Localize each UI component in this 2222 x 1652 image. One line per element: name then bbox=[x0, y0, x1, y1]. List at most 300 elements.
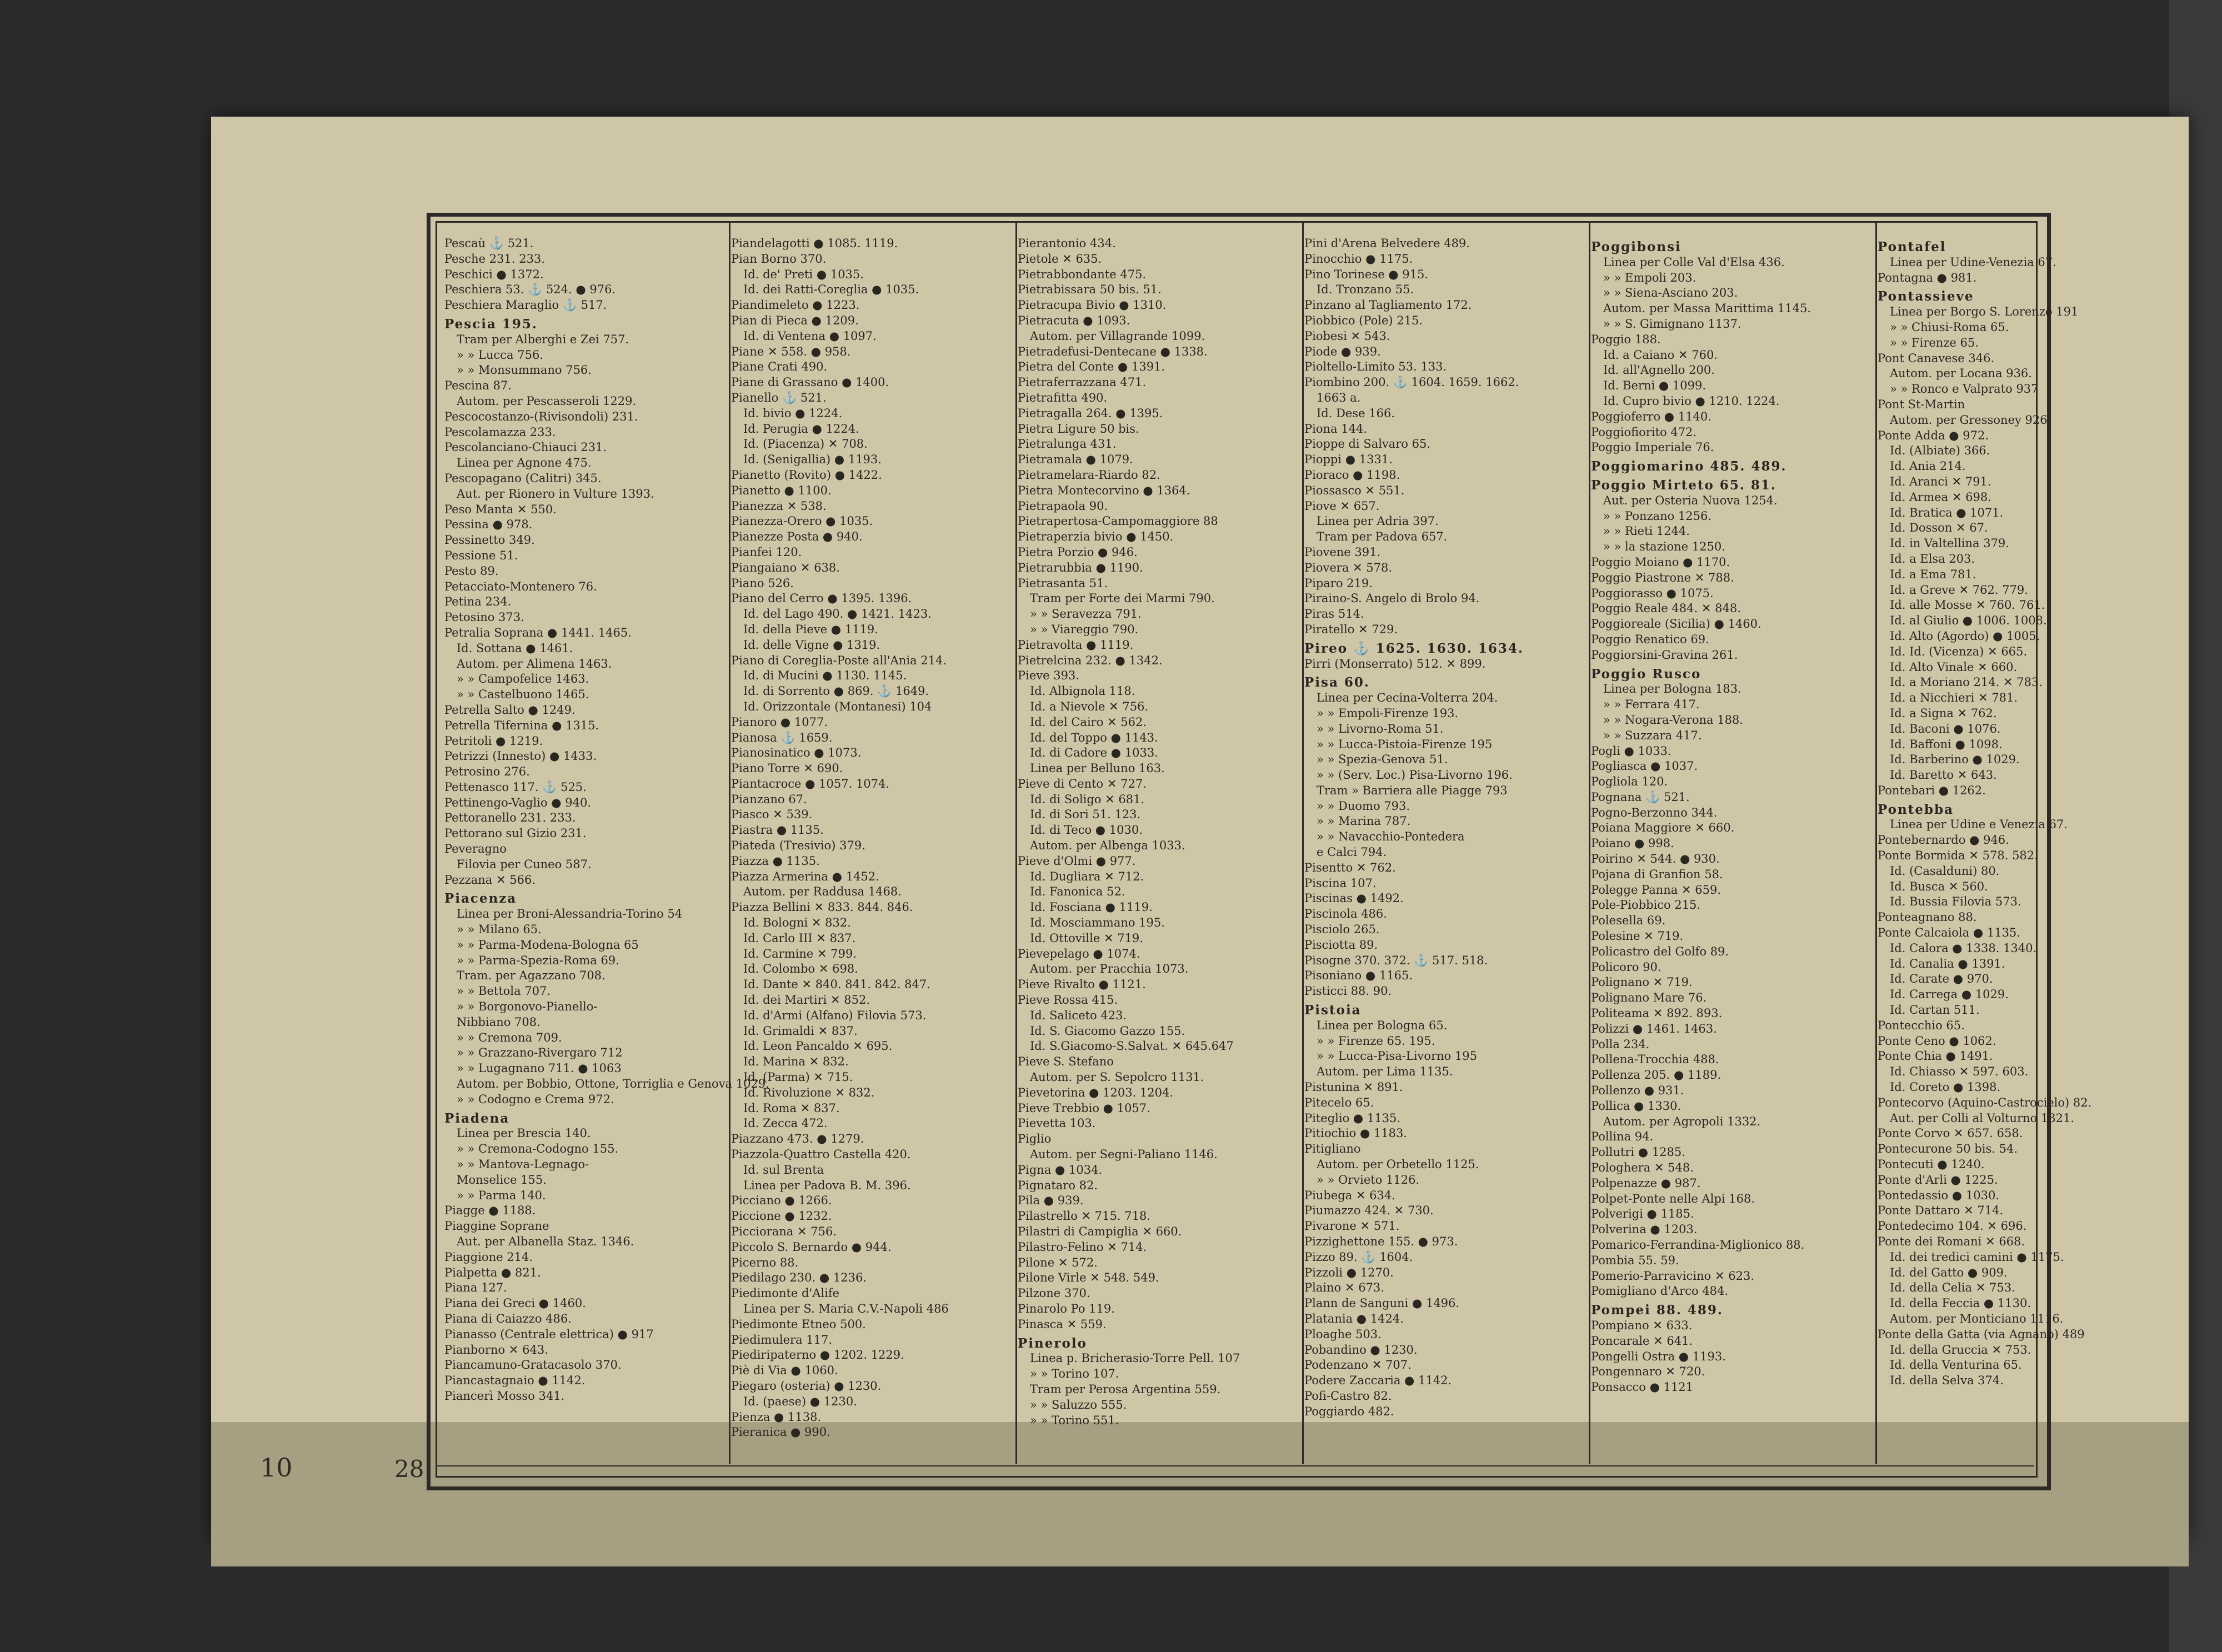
index-subentry: Linea per Udine e Venezia 67. bbox=[1890, 818, 2068, 832]
index-entry: Polesine ✕ 719. bbox=[1591, 929, 1684, 943]
index-entry: Pitecelo 65. bbox=[1304, 1095, 1374, 1109]
index-subentry: Id. Sottana ● 1461. bbox=[457, 641, 573, 655]
index-entry: Pietrelcina 232. ● 1342. bbox=[1018, 653, 1163, 667]
index-entry: Pigna ● 1034. bbox=[1018, 1163, 1103, 1177]
index-entry: Piegaro (osteria) ● 1230. bbox=[731, 1379, 882, 1393]
index-entry: Piazza Armerina ● 1452. bbox=[731, 869, 879, 883]
index-entry: Podenzano ✕ 707. bbox=[1304, 1358, 1412, 1372]
index-entry: Piandimeleto ● 1223. bbox=[731, 298, 860, 312]
index-entry: Pieve Rivalto ● 1121. bbox=[1018, 978, 1146, 992]
index-entry: Pian Borno 370. bbox=[731, 252, 827, 266]
index-entry: Pietraferrazzana 471. bbox=[1018, 376, 1147, 389]
index-entry: Pontedassio ● 1030. bbox=[1878, 1188, 1999, 1202]
index-subentry: Id. sul Brenta bbox=[743, 1163, 824, 1177]
index-entry: Pilastri di Campiglia ✕ 660. bbox=[1018, 1225, 1182, 1238]
index-entry: Pieve d'Olmi ● 977. bbox=[1018, 854, 1136, 868]
index-subentry: Id. Calora ● 1338. 1340. bbox=[1890, 941, 2037, 955]
index-subentry: Id. Bratica ● 1071. bbox=[1890, 505, 2004, 519]
index-subentry: 1663 a. bbox=[1317, 391, 1361, 404]
index-subentry: Linea per Broni-Alessandria-Torino 54 bbox=[457, 907, 683, 921]
index-subentry: Id. Carrega ● 1029. bbox=[1890, 988, 2009, 1002]
index-entry: Pietragalla 264. ● 1395. bbox=[1018, 406, 1163, 420]
index-entry: Ponte d'Arli ● 1225. bbox=[1878, 1173, 1998, 1187]
index-entry: Pescopagano (Calitri) 345. bbox=[444, 471, 602, 485]
index-entry: Pieve Rossa 415. bbox=[1018, 993, 1118, 1007]
index-subentry: Id. a Signa ✕ 762. bbox=[1890, 706, 1997, 720]
index-entry: Policastro del Golfo 89. bbox=[1591, 944, 1729, 958]
index-subentry: Id. Armea ✕ 698. bbox=[1890, 490, 1991, 504]
index-entry: Pieve 393. bbox=[1018, 669, 1079, 683]
index-entry: Pont Canavese 346. bbox=[1878, 351, 1995, 365]
index-subentry: Autom. per Orbetello 1125. bbox=[1317, 1158, 1479, 1172]
index-subentry: Id. Colombo ✕ 698. bbox=[743, 962, 858, 976]
index-entry: Pioraco ● 1198. bbox=[1304, 468, 1400, 482]
page-number: 28 bbox=[394, 1455, 424, 1483]
index-entry: Pianasso (Centrale elettrica) ● 917 bbox=[444, 1327, 654, 1341]
index-entry: Pescaù ⚓ 521. bbox=[444, 237, 534, 250]
index-subentry: » » Lucca-Pisa-Livorno 195 bbox=[1317, 1049, 1478, 1063]
index-entry: Pilzone 370. bbox=[1018, 1286, 1090, 1300]
index-entry: Pognana ⚓ 521. bbox=[1591, 790, 1690, 804]
index-subentry: Id. Coreto ● 1398. bbox=[1890, 1080, 2001, 1094]
index-entry: Pieve di Cento ✕ 727. bbox=[1018, 777, 1147, 790]
index-subentry: Id. di Teco ● 1030. bbox=[1030, 823, 1143, 837]
index-subentry: Id. Baffoni ● 1098. bbox=[1890, 737, 2003, 751]
index-entry: Pessinetto 349. bbox=[444, 533, 535, 547]
index-entry: Piobbico (Pole) 215. bbox=[1304, 313, 1423, 327]
index-entry: Pole-Piobbico 215. bbox=[1591, 898, 1701, 912]
index-entry: Piana di Caiazzo 486. bbox=[444, 1311, 572, 1325]
index-entry: Pioltello-Limito 53. 133. bbox=[1304, 360, 1447, 374]
index-subentry: Id. (Parma) ✕ 715. bbox=[743, 1070, 853, 1084]
index-entry: Pessione 51. bbox=[444, 548, 518, 562]
index-subentry: Linea per Colle Val d'Elsa 436. bbox=[1603, 255, 1785, 269]
index-subentry: Id. Fosciana ● 1119. bbox=[1030, 900, 1153, 914]
index-entry: Piazza ● 1135. bbox=[731, 854, 820, 868]
index-subentry: Id. dei Martiri ✕ 852. bbox=[743, 993, 870, 1007]
index-subentry: Id. del Gatto ● 909. bbox=[1890, 1265, 2008, 1279]
index-entry: Piccione ● 1232. bbox=[731, 1209, 832, 1223]
index-entry: Pollenza 205. ● 1189. bbox=[1591, 1068, 1721, 1082]
index-subentry: » » Livorno-Roma 51. bbox=[1317, 722, 1444, 735]
index-entry: Piumazzo 424. ✕ 730. bbox=[1304, 1204, 1434, 1218]
index-subentry: Id. della Celia ✕ 753. bbox=[1890, 1281, 2015, 1295]
index-subentry: Id. Bussia Filovia 573. bbox=[1890, 895, 2021, 909]
index-entry: Pietole ✕ 635. bbox=[1018, 252, 1102, 266]
index-entry: Politeama ✕ 892. 893. bbox=[1591, 1007, 1723, 1020]
index-subentry: Id. Orizzontale (Montanesi) 104 bbox=[743, 699, 932, 713]
index-subentry: Id. a Ema 781. bbox=[1890, 567, 1976, 581]
index-entry: Ponte Ceno ● 1062. bbox=[1878, 1034, 1996, 1048]
index-subentry: Id. a Elsa 203. bbox=[1890, 552, 1975, 565]
index-entry: Poggiardo 482. bbox=[1304, 1404, 1394, 1418]
index-entry: Piovene 391. bbox=[1304, 545, 1381, 559]
index-entry: Pianetto (Rovito) ● 1422. bbox=[731, 468, 882, 482]
index-subentry: Id. del Lago 490. ● 1421. 1423. bbox=[743, 607, 932, 621]
index-entry: Poggiorasso ● 1075. bbox=[1591, 586, 1714, 600]
index-entry: Polesella 69. bbox=[1591, 914, 1666, 928]
index-entry: Pietrafitta 490. bbox=[1018, 391, 1108, 404]
index-subentry: Id. della Gruccia ✕ 753. bbox=[1890, 1343, 2031, 1356]
index-subentry: » » Bettola 707. bbox=[457, 984, 551, 998]
index-entry: Pogliasca ● 1037. bbox=[1591, 759, 1698, 773]
index-subentry: » » Campofelice 1463. bbox=[457, 672, 589, 686]
index-subentry: » » la stazione 1250. bbox=[1603, 540, 1725, 554]
index-subentry: Tram per Padova 657. bbox=[1317, 530, 1448, 544]
index-subentry: » » Seravezza 791. bbox=[1030, 607, 1142, 621]
index-entry: Polverina ● 1203. bbox=[1591, 1223, 1698, 1237]
index-entry: Peschici ● 1372. bbox=[444, 267, 544, 281]
index-subentry: Id. alle Mosse ✕ 760. 761. bbox=[1890, 598, 2045, 612]
index-entry: Ponsacco ● 1121 bbox=[1591, 1380, 1694, 1394]
index-subentry: Id. Marina ✕ 832. bbox=[743, 1055, 849, 1069]
index-subentry: Linea per Belluno 163. bbox=[1030, 762, 1165, 775]
index-entry: Piazzano 473. ● 1279. bbox=[731, 1132, 864, 1146]
index-subentry: Nibbiano 708. bbox=[457, 1015, 541, 1029]
index-column-6 bbox=[1878, 236, 2154, 1464]
index-subentry: Autom. per Bobbio, Ottone, Torriglia e Genova 1029. bbox=[457, 1077, 769, 1091]
index-subentry: Id. (paese) ● 1230. bbox=[743, 1394, 857, 1408]
index-entry: Poirino ✕ 544. ● 930. bbox=[1591, 852, 1720, 866]
index-entry: Pobandino ● 1230. bbox=[1304, 1343, 1418, 1356]
index-subentry: Id. Busca ✕ 560. bbox=[1890, 879, 1988, 893]
index-subentry: Id. Cupro bivio ● 1210. 1224. bbox=[1603, 394, 1780, 408]
index-entry: Pianfei 120. bbox=[731, 545, 802, 559]
index-entry: Pogliola 120. bbox=[1591, 775, 1668, 789]
index-subentry: Id. Alto Vinale ✕ 660. bbox=[1890, 660, 2018, 674]
index-subentry: Id. Ottoville ✕ 719. bbox=[1030, 931, 1143, 945]
index-subentry: » » Firenze 65. 195. bbox=[1317, 1034, 1435, 1048]
index-entry: Ponte Chia ● 1491. bbox=[1878, 1049, 1993, 1063]
index-subentry: » » Torino 107. bbox=[1030, 1367, 1119, 1381]
index-subentry: Id. a Greve ✕ 762. 779. bbox=[1890, 583, 2028, 597]
index-entry: Pizzighettone 155. ● 973. bbox=[1304, 1235, 1458, 1248]
index-subentry: Id. Aranci ✕ 791. bbox=[1890, 474, 1991, 488]
index-entry: Pietralunga 431. bbox=[1018, 437, 1117, 451]
index-entry: Ponte Dattaro ✕ 714. bbox=[1878, 1204, 2004, 1218]
index-columns bbox=[444, 236, 2092, 1464]
index-entry: Pollenzo ● 931. bbox=[1591, 1084, 1684, 1098]
index-subentry: » » (Serv. Loc.) Pisa-Livorno 196. bbox=[1317, 768, 1513, 782]
index-entry: Pisentto ✕ 762. bbox=[1304, 860, 1396, 874]
index-subentry: Autom. per Alimena 1463. bbox=[457, 657, 612, 670]
index-subentry: Id. della Venturina 65. bbox=[1890, 1358, 2022, 1372]
index-entry: Ponte Bormida ✕ 578. 582. bbox=[1878, 849, 2038, 863]
index-entry: Piovera ✕ 578. bbox=[1304, 560, 1393, 574]
index-entry: Pescocostanzo-(Rivisondoli) 231. bbox=[444, 409, 638, 423]
index-subentry: » » Monsummano 756. bbox=[457, 363, 592, 377]
index-subentry: Id. Berni ● 1099. bbox=[1603, 379, 1706, 393]
index-entry: Pontecurone 50 bis. 54. bbox=[1878, 1142, 2018, 1156]
index-subentry: Id. Carlo III ✕ 837. bbox=[743, 931, 856, 945]
index-entry: Pialpetta ● 821. bbox=[444, 1265, 541, 1279]
index-subentry: Id. di Mucini ● 1130. 1145. bbox=[743, 669, 907, 683]
index-subentry: » » Rieti 1244. bbox=[1603, 524, 1690, 538]
index-entry: Polignano ✕ 719. bbox=[1591, 975, 1693, 989]
index-subentry: Autom. per Massa Marittima 1145. bbox=[1603, 302, 1811, 316]
index-entry: Pierantonio 434. bbox=[1018, 237, 1116, 250]
index-entry: Poiana Maggiore ✕ 660. bbox=[1591, 821, 1735, 835]
index-entry: Pontecchio 65. bbox=[1878, 1018, 1965, 1032]
index-entry: Pino Torinese ● 915. bbox=[1304, 267, 1429, 281]
index-entry: Pietrapertosa-Campomaggiore 88 bbox=[1018, 514, 1218, 528]
index-entry: Pianborno ✕ 643. bbox=[444, 1343, 548, 1356]
index-entry: Piano del Cerro ● 1395. 1396. bbox=[731, 592, 912, 605]
index-subentry: Id. a Moriano 214. ✕ 783. bbox=[1890, 675, 2043, 689]
index-subentry: Autom. per Gressoney 926. bbox=[1890, 413, 2051, 427]
index-subentry: Id. del Toppo ● 1143. bbox=[1030, 730, 1158, 744]
index-entry: Pianezze Posta ● 940. bbox=[731, 530, 863, 544]
index-entry: Pietrabissara 50 bis. 51. bbox=[1018, 283, 1162, 297]
index-column-3 bbox=[1018, 236, 1294, 1464]
index-entry: Ponte Corvo ✕ 657. 658. bbox=[1878, 1127, 2023, 1140]
index-entry: Piaggine Soprane bbox=[444, 1219, 549, 1233]
index-entry: Piona 144. bbox=[1304, 422, 1367, 435]
index-entry: Petrella Tifernina ● 1315. bbox=[444, 718, 599, 732]
index-entry: Podere Zaccaria ● 1142. bbox=[1304, 1374, 1452, 1388]
index-entry: Picerno 88. bbox=[731, 1255, 799, 1269]
index-subentry: Id. bivio ● 1224. bbox=[743, 406, 843, 420]
index-subentry: Linea per Adria 397. bbox=[1317, 514, 1439, 528]
index-entry: Piane di Grassano ● 1400. bbox=[731, 376, 889, 389]
index-entry: Poiano ● 998. bbox=[1591, 837, 1674, 850]
index-entry: Pompiano ✕ 633. bbox=[1591, 1318, 1693, 1332]
index-subentry: » » Lugagnano 711. ● 1063 bbox=[457, 1062, 622, 1075]
index-heading: Poggio Mirteto 65. 81. bbox=[1591, 477, 1776, 493]
index-entry: Piateda (Tresivio) 379. bbox=[731, 839, 865, 853]
index-subentry: Linea per Bologna 65. bbox=[1317, 1018, 1448, 1032]
index-subentry: Id. Carate ● 970. bbox=[1890, 972, 1993, 986]
index-heading: Pontafel bbox=[1878, 239, 1946, 254]
index-subentry: Id. della Pieve ● 1119. bbox=[743, 622, 878, 636]
index-entry: Piglio bbox=[1018, 1132, 1052, 1146]
index-entry: Platania ● 1424. bbox=[1304, 1311, 1404, 1325]
index-subentry: Id. d'Armi (Alfano) Filovia 573. bbox=[743, 1008, 927, 1022]
index-entry: Piane ✕ 558. ● 958. bbox=[731, 344, 851, 358]
index-subentry: Id. di Ventena ● 1097. bbox=[743, 329, 877, 343]
index-subentry: Autom. per S. Sepolcro 1131. bbox=[1030, 1070, 1204, 1084]
index-entry: Pietradefusi-Dentecane ● 1338. bbox=[1018, 344, 1208, 358]
index-entry: Pianosinatico ● 1073. bbox=[731, 746, 862, 760]
index-entry: Ponte dei Romani ✕ 668. bbox=[1878, 1235, 2025, 1248]
index-entry: Poggioreale (Sicilia) ● 1460. bbox=[1591, 617, 1761, 631]
index-subentry: » » Milano 65. bbox=[457, 923, 542, 937]
index-subentry: Autom. per Segni-Paliano 1146. bbox=[1030, 1148, 1218, 1162]
index-entry: Pettoranello 231. 233. bbox=[444, 811, 576, 825]
index-entry: Pianello ⚓ 521. bbox=[731, 391, 827, 404]
index-entry: Piano 526. bbox=[731, 576, 794, 590]
index-entry: Pian di Pieca ● 1209. bbox=[731, 313, 859, 327]
index-subentry: » » S. Gimignano 1137. bbox=[1603, 317, 1741, 331]
index-entry: Pietra Montecorvino ● 1364. bbox=[1018, 483, 1190, 497]
index-entry: Piana dei Greci ● 1460. bbox=[444, 1296, 586, 1310]
index-subentry: » » Ferrara 417. bbox=[1603, 698, 1700, 712]
index-entry: Petosino 373. bbox=[444, 610, 524, 624]
index-subentry: » » Ponzano 1256. bbox=[1603, 509, 1712, 523]
index-subentry: Id. S.Giacomo-S.Salvat. ✕ 645.647 bbox=[1030, 1039, 1234, 1053]
index-entry: Pezzana ✕ 566. bbox=[444, 873, 536, 887]
index-entry: Pescolamazza 233. bbox=[444, 425, 556, 439]
index-subentry: Id. Cartan 511. bbox=[1890, 1003, 1980, 1017]
index-subentry: » » Firenze 65. bbox=[1890, 336, 1979, 349]
index-entry: Piraino-S. Angelo di Brolo 94. bbox=[1304, 592, 1480, 605]
index-subentry: » » Parma-Modena-Bologna 65 bbox=[457, 938, 639, 952]
index-subentry: » » Parma-Spezia-Roma 69. bbox=[457, 953, 619, 967]
index-subentry: Aut. per Colli al Volturno 1321. bbox=[1890, 1111, 2075, 1125]
index-subentry: Id. delle Vigne ● 1319. bbox=[743, 638, 880, 652]
index-entry: Polpenazze ● 987. bbox=[1591, 1176, 1701, 1190]
index-entry: Petacciato-Montenero 76. bbox=[444, 579, 597, 593]
index-entry: Piaggione 214. bbox=[444, 1250, 533, 1264]
index-entry: Pollena-Trocchia 488. bbox=[1591, 1053, 1719, 1067]
index-subentry: Id. Canalia ● 1391. bbox=[1890, 957, 2005, 970]
index-entry: Ploaghe 503. bbox=[1304, 1327, 1382, 1341]
index-subentry: » » Torino 551. bbox=[1030, 1413, 1119, 1427]
index-subentry: Linea per Agnone 475. bbox=[457, 456, 592, 470]
index-subentry: Tram. per Agazzano 708. bbox=[457, 969, 605, 983]
index-entry: Plaino ✕ 673. bbox=[1304, 1281, 1384, 1295]
index-subentry: Linea per Borgo S. Lorenzo 191 bbox=[1890, 305, 2079, 319]
index-entry: Peso Manta ✕ 550. bbox=[444, 502, 557, 516]
index-entry: Piove ✕ 657. bbox=[1304, 499, 1380, 513]
index-entry: Pietrapaola 90. bbox=[1018, 499, 1108, 513]
index-entry: Pongennaro ✕ 720. bbox=[1591, 1365, 1705, 1379]
index-subentry: Id. Bologni ✕ 832. bbox=[743, 916, 851, 930]
index-entry: Pomarico-Ferrandina-Miglionico 88. bbox=[1591, 1238, 1805, 1251]
index-column-5 bbox=[1591, 236, 1868, 1464]
index-entry: Piparo 219. bbox=[1304, 576, 1373, 590]
index-entry: Piscinas ● 1492. bbox=[1304, 892, 1404, 905]
index-subentry: Id. della Feccia ● 1130. bbox=[1890, 1296, 2031, 1310]
index-entry: Pitiochio ● 1183. bbox=[1304, 1127, 1408, 1140]
index-entry: Piancerì Mosso 341. bbox=[444, 1389, 565, 1403]
index-subentry: Id. Grimaldi ✕ 837. bbox=[743, 1024, 858, 1038]
index-entry: Pietrasanta 51. bbox=[1018, 576, 1108, 590]
index-entry: Ponte Calcaiola ● 1135. bbox=[1878, 926, 2020, 940]
index-entry: Piazza Bellini ✕ 833. 844. 846. bbox=[731, 900, 913, 914]
index-subentry: Id. Rivoluzione ✕ 832. bbox=[743, 1085, 875, 1099]
index-subentry: » » Grazzano-Rivergaro 712 bbox=[457, 1046, 623, 1060]
index-subentry: Id. all'Agnello 200. bbox=[1603, 363, 1715, 377]
index-entry: Pollutri ● 1285. bbox=[1591, 1145, 1685, 1159]
index-entry: Pisticci 88. 90. bbox=[1304, 984, 1392, 998]
index-subentry: Id. Zecca 472. bbox=[743, 1117, 828, 1130]
index-subentry: Id. Chiasso ✕ 597. 603. bbox=[1890, 1065, 2029, 1079]
index-entry: Pizzoli ● 1270. bbox=[1304, 1265, 1394, 1279]
index-entry: Piana 127. bbox=[444, 1281, 507, 1295]
index-entry: Polpet-Ponte nelle Alpi 168. bbox=[1591, 1192, 1755, 1205]
index-subentry: Autom. per Monticiano 1116. bbox=[1890, 1311, 2064, 1325]
index-subentry: Id. Dugliara ✕ 712. bbox=[1030, 869, 1144, 883]
index-entry: Piagge ● 1188. bbox=[444, 1204, 536, 1218]
index-entry: Polegge Panna ✕ 659. bbox=[1591, 883, 1721, 897]
index-entry: Pilone ✕ 572. bbox=[1018, 1255, 1098, 1269]
index-entry: Picciano ● 1266. bbox=[731, 1194, 832, 1208]
index-entry: Pignataro 82. bbox=[1018, 1178, 1098, 1192]
index-entry: Pietrabbondante 475. bbox=[1018, 267, 1147, 281]
index-entry: Pietra Ligure 50 bis. bbox=[1018, 422, 1139, 435]
index-entry: Pescolanciano-Chiauci 231. bbox=[444, 440, 607, 454]
index-subentry: Id. Ania 214. bbox=[1890, 459, 1966, 473]
index-heading: Poggiomarino 485. 489. bbox=[1591, 459, 1787, 474]
index-entry: Pont St-Martin bbox=[1878, 397, 1965, 411]
index-subentry: » » Viareggio 790. bbox=[1030, 622, 1139, 636]
index-entry: Piano Torre ✕ 690. bbox=[731, 762, 843, 775]
index-subentry: » » Marina 787. bbox=[1317, 814, 1411, 828]
index-entry: Pettinengo-Vaglio ● 940. bbox=[444, 795, 592, 809]
index-heading: Pescia 195. bbox=[444, 316, 538, 332]
index-entry: Pisciolo 265. bbox=[1304, 923, 1380, 937]
index-subentry: e Calci 794. bbox=[1317, 845, 1387, 859]
index-heading: Pireo ⚓ 1625. 1630. 1634. bbox=[1304, 640, 1524, 656]
index-entry: Pianzano 67. bbox=[731, 792, 807, 806]
index-entry: Piobesi ✕ 543. bbox=[1304, 329, 1390, 343]
index-subentry: Id. al Giulio ● 1006. 1008. bbox=[1890, 614, 2047, 628]
index-subentry: Tram per Perosa Argentina 559. bbox=[1030, 1382, 1221, 1396]
index-entry: Pontedecimo 104. ✕ 696. bbox=[1878, 1219, 2027, 1233]
index-entry: Pesto 89. bbox=[444, 564, 499, 578]
index-entry: Pivarone ✕ 571. bbox=[1304, 1219, 1400, 1233]
index-subentry: Id. Carmine ✕ 799. bbox=[743, 947, 857, 960]
index-subentry: Id. Baretto ✕ 643. bbox=[1890, 768, 1997, 782]
index-entry: Pianezza ✕ 538. bbox=[731, 499, 827, 513]
index-subentry: Id. a Caiano ✕ 760. bbox=[1603, 348, 1718, 362]
index-entry: Petrella Salto ● 1249. bbox=[444, 703, 575, 717]
index-subentry: » » Suzzara 417. bbox=[1603, 728, 1702, 742]
index-entry: Pilastrello ✕ 715. 718. bbox=[1018, 1209, 1150, 1223]
index-entry: Pesche 231. 233. bbox=[444, 252, 545, 266]
index-subentry: Linea per S. Maria C.V.-Napoli 486 bbox=[743, 1301, 949, 1315]
index-entry: Pievepelago ● 1074. bbox=[1018, 947, 1140, 960]
index-entry: Piandelagotti ● 1085. 1119. bbox=[731, 237, 898, 250]
index-entry: Pieve Trebbio ● 1057. bbox=[1018, 1101, 1150, 1115]
index-subentry: » » Spezia-Genova 51. bbox=[1317, 753, 1448, 767]
index-subentry: Tram per Alberghi e Zei 757. bbox=[457, 332, 629, 346]
index-entry: Pojana di Granfion 58. bbox=[1591, 867, 1723, 881]
index-entry: Pomerio-Parravicino ✕ 623. bbox=[1591, 1269, 1754, 1283]
index-subentry: Id. (Albiate) 366. bbox=[1890, 444, 1990, 458]
index-entry: Pioppi ● 1331. bbox=[1304, 453, 1393, 467]
index-entry: Pievetorina ● 1203. 1204. bbox=[1018, 1085, 1174, 1099]
index-subentry: Id. (Casalduni) 80. bbox=[1890, 864, 2000, 878]
index-subentry: Autom. per Raddusa 1468. bbox=[743, 885, 902, 899]
index-entry: Poggio 188. bbox=[1591, 332, 1661, 346]
index-entry: Pontecuti ● 1240. bbox=[1878, 1158, 1985, 1172]
index-entry: Piode ● 939. bbox=[1304, 344, 1381, 358]
index-subentry: Id. Dese 166. bbox=[1317, 406, 1395, 420]
index-entry: Piancastagnaio ● 1142. bbox=[444, 1374, 585, 1388]
index-heading: Pistoia bbox=[1304, 1003, 1362, 1018]
index-entry: Piedimonte Etneo 500. bbox=[731, 1317, 866, 1331]
index-entry: Ponteagnano 88. bbox=[1878, 910, 1977, 924]
index-subentry: Tram per Forte dei Marmi 790. bbox=[1030, 592, 1215, 605]
index-entry: Peschiera Maraglio ⚓ 517. bbox=[444, 298, 607, 312]
index-entry: Piras 514. bbox=[1304, 607, 1364, 621]
index-entry: Pontecorvo (Aquino-Castrocielo) 82. bbox=[1878, 1095, 2092, 1109]
index-entry: Pieranica ● 990. bbox=[731, 1425, 830, 1439]
index-heading: Poggibonsi bbox=[1591, 239, 1681, 254]
index-entry: Poggio Renatico 69. bbox=[1591, 632, 1709, 646]
index-subentry: Id. Dante ✕ 840. 841. 842. 847. bbox=[743, 978, 930, 992]
index-subentry: » » Orvieto 1126. bbox=[1317, 1173, 1420, 1187]
index-subentry: Id. Roma ✕ 837. bbox=[743, 1101, 840, 1115]
index-entry: Pietrarubbia ● 1190. bbox=[1018, 560, 1143, 574]
index-subentry: Linea per Padova B. M. 396. bbox=[743, 1178, 911, 1192]
index-entry: Pinocchio ● 1175. bbox=[1304, 252, 1413, 266]
index-subentry: Autom. per Locana 936. bbox=[1890, 367, 2032, 381]
index-subentry: » » Navacchio-Pontedera bbox=[1317, 830, 1465, 844]
index-entry: Pogno-Berzonno 344. bbox=[1591, 805, 1718, 819]
